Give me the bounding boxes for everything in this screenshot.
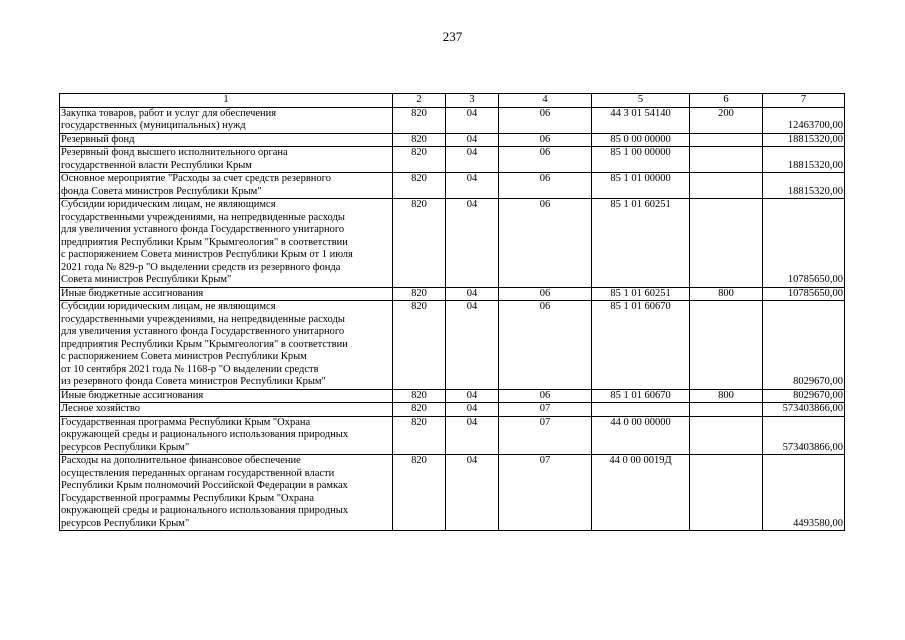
header-col-7: 7 (763, 94, 845, 108)
row-csr-cell: 85 1 01 60670 (592, 301, 690, 390)
table-row (60, 199, 845, 288)
row-name-cell: Резервный фонд высшего исполнительного органа государственной власти Республики Крым (60, 147, 393, 173)
row-sum-cell: 573403866,00 (763, 403, 845, 417)
row-name-cell: Субсидии юридическим лицам, не являющимся государственными учреждениями, на непредвиденные расходы для увеличения уставного фонда Государственного унитарного предприятия Республики Крым "Крымгеология" в соответствии с распоряжением Совета министров Республики Крым от 10 сентября 2021 года № 1168-р "О выделении средств из резервного фонда Совета министров Республики Крым" (60, 301, 393, 390)
table-row (60, 455, 845, 531)
row-vr-cell (690, 416, 763, 455)
row-name-cell: Расходы на дополнительное финансовое обеспечение осуществления переданных органам государственной власти Республики Крым полномочий Российской Федерации в рамках Государственной программы Республики Крым "Охрана окружающей среды и рационального использования природных ресурсов Республики Крым" (60, 455, 393, 531)
row-ved-cell: 820 (393, 416, 446, 455)
row-ved-cell: 820 (393, 199, 446, 288)
row-rz-cell: 04 (446, 133, 499, 147)
row-name-cell: Лесное хозяйство (60, 403, 393, 417)
row-vr-cell (690, 133, 763, 147)
row-sum-cell: 18815320,00 (763, 147, 845, 173)
row-csr-cell: 85 1 01 60670 (592, 389, 690, 403)
row-sum-cell: 12463700,00 (763, 107, 845, 133)
row-vr-cell: 800 (690, 389, 763, 403)
row-rz-cell: 04 (446, 147, 499, 173)
row-pr-cell: 06 (499, 147, 592, 173)
row-sum-cell: 8029670,00 (763, 389, 845, 403)
row-pr-cell: 06 (499, 173, 592, 199)
header-col-2: 2 (393, 94, 446, 108)
row-vr-cell (690, 147, 763, 173)
row-sum-cell: 4493580,00 (763, 455, 845, 531)
row-rz-cell: 04 (446, 416, 499, 455)
row-csr-cell: 85 1 00 00000 (592, 147, 690, 173)
row-pr-cell: 06 (499, 389, 592, 403)
row-ved-cell: 820 (393, 287, 446, 301)
table-header-row (60, 94, 845, 108)
row-ved-cell: 820 (393, 455, 446, 531)
row-ved-cell: 820 (393, 173, 446, 199)
row-ved-cell: 820 (393, 403, 446, 417)
table-row (60, 133, 845, 147)
header-col-3: 3 (446, 94, 499, 108)
header-col-6: 6 (690, 94, 763, 108)
header-col-1: 1 (60, 94, 393, 108)
row-pr-cell: 06 (499, 301, 592, 390)
row-pr-cell: 07 (499, 416, 592, 455)
row-rz-cell: 04 (446, 199, 499, 288)
row-name-cell: Государственная программа Республики Крым "Охрана окружающей среды и рационального использования природных ресурсов Республики Крым" (60, 416, 393, 455)
row-name-cell: Иные бюджетные ассигнования (60, 287, 393, 301)
row-name-cell: Резервный фонд (60, 133, 393, 147)
table-row (60, 287, 845, 301)
header-col-4: 4 (499, 94, 592, 108)
table-row (60, 389, 845, 403)
row-csr-cell: 44 0 00 0019Д (592, 455, 690, 531)
row-pr-cell: 07 (499, 403, 592, 417)
row-sum-cell: 10785650,00 (763, 287, 845, 301)
budget-table (59, 93, 845, 531)
row-csr-cell: 44 3 01 54140 (592, 107, 690, 133)
row-pr-cell: 06 (499, 287, 592, 301)
row-pr-cell: 06 (499, 107, 592, 133)
row-csr-cell (592, 403, 690, 417)
row-sum-cell: 18815320,00 (763, 133, 845, 147)
row-name-cell: Закупка товаров, работ и услуг для обеспечения государственных (муниципальных) нужд (60, 107, 393, 133)
row-name-cell: Иные бюджетные ассигнования (60, 389, 393, 403)
row-ved-cell: 820 (393, 133, 446, 147)
table-row (60, 147, 845, 173)
row-vr-cell: 200 (690, 107, 763, 133)
row-vr-cell (690, 455, 763, 531)
row-csr-cell: 85 1 01 00000 (592, 173, 690, 199)
row-rz-cell: 04 (446, 287, 499, 301)
row-pr-cell: 06 (499, 199, 592, 288)
row-rz-cell: 04 (446, 173, 499, 199)
table-row (60, 403, 845, 417)
row-vr-cell (690, 301, 763, 390)
row-vr-cell (690, 403, 763, 417)
row-sum-cell: 10785650,00 (763, 199, 845, 288)
table-row (60, 107, 845, 133)
header-col-5: 5 (592, 94, 690, 108)
row-rz-cell: 04 (446, 455, 499, 531)
row-ved-cell: 820 (393, 301, 446, 390)
row-ved-cell: 820 (393, 107, 446, 133)
page-number: 237 (442, 29, 463, 44)
table-row (60, 301, 845, 390)
row-rz-cell: 04 (446, 301, 499, 390)
row-ved-cell: 820 (393, 147, 446, 173)
table-row (60, 416, 845, 455)
row-name-cell: Субсидии юридическим лицам, не являющимся государственными учреждениями, на непредвиденные расходы для увеличения уставного фонда Государственного унитарного предприятия Республики Крым "Крымгеология" в соответствии с распоряжением Совета министров Республики Крым от 1 июля 2021 года № 829-р "О выделении средств из резервного фонда Совета министров Республики Крым" (60, 199, 393, 288)
row-sum-cell: 8029670,00 (763, 301, 845, 390)
row-vr-cell (690, 173, 763, 199)
row-rz-cell: 04 (446, 403, 499, 417)
row-csr-cell: 85 1 01 60251 (592, 199, 690, 288)
table-row (60, 173, 845, 199)
row-csr-cell: 44 0 00 00000 (592, 416, 690, 455)
row-vr-cell (690, 199, 763, 288)
row-rz-cell: 04 (446, 107, 499, 133)
row-pr-cell: 07 (499, 455, 592, 531)
row-csr-cell: 85 1 01 60251 (592, 287, 690, 301)
row-rz-cell: 04 (446, 389, 499, 403)
row-ved-cell: 820 (393, 389, 446, 403)
row-name-cell: Основное мероприятие "Расходы за счет средств резервного фонда Совета министров Республики Крым" (60, 173, 393, 199)
row-pr-cell: 06 (499, 133, 592, 147)
row-vr-cell: 800 (690, 287, 763, 301)
row-sum-cell: 573403866,00 (763, 416, 845, 455)
row-sum-cell: 18815320,00 (763, 173, 845, 199)
row-csr-cell: 85 0 00 00000 (592, 133, 690, 147)
